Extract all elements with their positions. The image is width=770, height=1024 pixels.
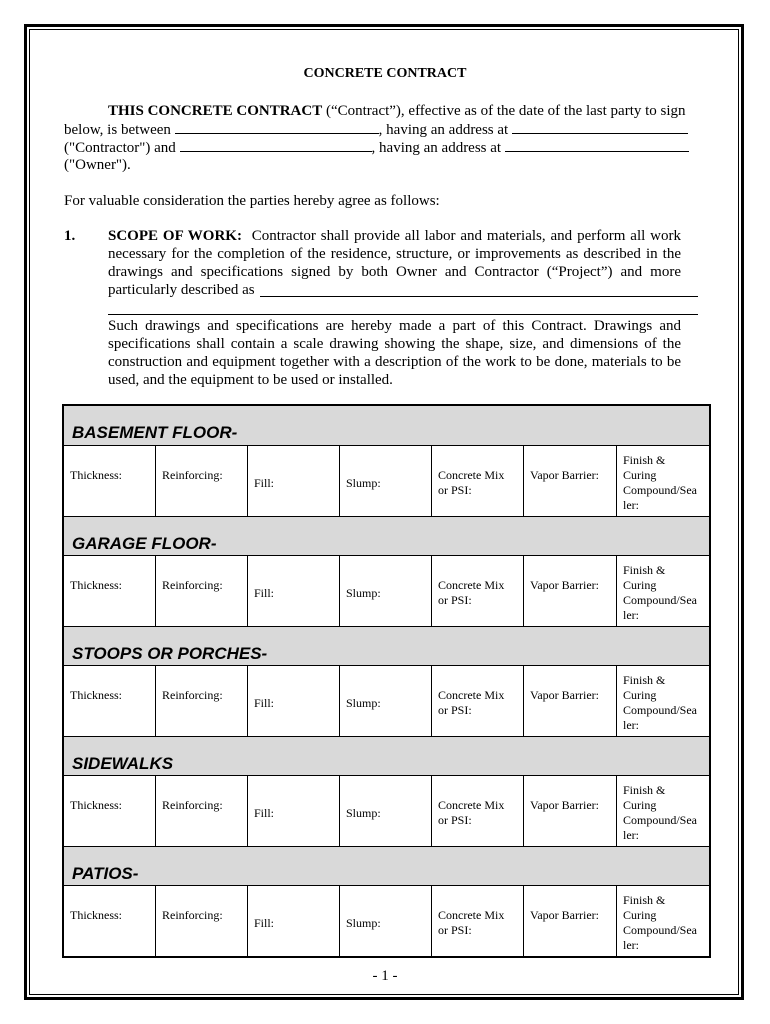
- concrete-spec-table: [62, 404, 711, 958]
- document-title: CONCRETE CONTRACT: [303, 66, 467, 81]
- scope-text-2: Such drawings and specifications are hereby made a part of this Contract. Drawings and specifications shall contain a scale drawing showing the shape, size, and dimensions of the construction and equipment together with a description of the work to be done, materials to be used, and the equipment to be used or installed.: [108, 318, 681, 388]
- section-header: [64, 516, 709, 556]
- spec-fields-row: [64, 446, 709, 516]
- reinforcing-field[interactable]: Reinforcing:: [156, 776, 248, 846]
- section-title: PATIOS-: [72, 864, 139, 883]
- finish-curing-field[interactable]: Finish & Curing Compound/Sea ler:: [623, 893, 697, 952]
- vapor-barrier-field[interactable]: Vapor Barrier:: [524, 776, 617, 846]
- spec-fields-row: [64, 666, 709, 736]
- owner-address-blank[interactable]: [505, 138, 689, 152]
- reinforcing-field[interactable]: Reinforcing:: [156, 556, 248, 626]
- intro-line-3: [64, 138, 704, 157]
- section-header: [64, 736, 709, 776]
- project-description-blank-2[interactable]: [108, 314, 698, 315]
- intro-line-1: [108, 102, 708, 120]
- fill-field[interactable]: Fill:: [248, 886, 340, 956]
- concrete-mix-field[interactable]: Concrete Mix or PSI:: [432, 666, 524, 736]
- vapor-barrier-field[interactable]: Vapor Barrier:: [524, 446, 617, 516]
- intro-lead-bold: THIS CONCRETE CONTRACT: [108, 103, 323, 119]
- thickness-field[interactable]: Thickness:: [64, 446, 156, 516]
- thickness-field[interactable]: Thickness:: [64, 776, 156, 846]
- scope-text-1: Contractor shall provide all labor and materials, and perform all work necessary for the completion of the residence, structure, or improvements as described in the drawings and specifications signed by both Owner and Contractor (“Project”) and more particularly described as: [108, 228, 681, 298]
- finish-curing-field[interactable]: Finish & Curing Compound/Sea ler:: [623, 783, 697, 842]
- scope-number: 1.: [64, 228, 76, 244]
- owner-name-blank[interactable]: [180, 138, 372, 152]
- concrete-mix-field[interactable]: Concrete Mix or PSI:: [432, 776, 524, 846]
- project-description-blank-1[interactable]: [260, 283, 698, 297]
- fill-field[interactable]: Fill:: [248, 776, 340, 846]
- thickness-field[interactable]: Thickness:: [64, 556, 156, 626]
- spec-fields-row: [64, 776, 709, 846]
- section-title: STOOPS OR PORCHES-: [72, 644, 268, 663]
- page-number: - 1 -: [372, 968, 398, 984]
- reinforcing-field[interactable]: Reinforcing:: [156, 446, 248, 516]
- intro-owner-address-label: , having an address at: [371, 140, 502, 156]
- finish-curing-field[interactable]: Finish & Curing Compound/Sea ler:: [623, 453, 697, 512]
- contractor-name-blank[interactable]: [175, 120, 379, 134]
- fill-field[interactable]: Fill:: [248, 666, 340, 736]
- concrete-mix-field[interactable]: Concrete Mix or PSI:: [432, 886, 524, 956]
- concrete-mix-field[interactable]: Concrete Mix or PSI:: [432, 556, 524, 626]
- fill-field[interactable]: Fill:: [248, 446, 340, 516]
- slump-field[interactable]: Slump:: [340, 446, 432, 516]
- slump-field[interactable]: Slump:: [340, 556, 432, 626]
- intro-lead-rest: (“Contract”), effective as of the date of the last party to sign: [322, 103, 686, 119]
- intro-address-label: , having an address at: [378, 122, 509, 138]
- intro-contractor-label: ("Contractor") and: [64, 140, 176, 156]
- spec-fields-row: [64, 886, 709, 956]
- section-title: SIDEWALKS: [72, 754, 174, 773]
- vapor-barrier-field[interactable]: Vapor Barrier:: [524, 666, 617, 736]
- fill-field[interactable]: Fill:: [248, 556, 340, 626]
- contractor-address-blank[interactable]: [512, 120, 688, 134]
- slump-field[interactable]: Slump:: [340, 886, 432, 956]
- intro-between-label: below, is between: [64, 122, 171, 138]
- scope-heading: SCOPE OF WORK:: [108, 228, 242, 244]
- intro-line-2: [64, 120, 704, 139]
- thickness-field[interactable]: Thickness:: [64, 886, 156, 956]
- vapor-barrier-field[interactable]: Vapor Barrier:: [524, 556, 617, 626]
- finish-curing-field[interactable]: Finish & Curing Compound/Sea ler:: [623, 673, 697, 732]
- thickness-field[interactable]: Thickness:: [64, 666, 156, 736]
- slump-field[interactable]: Slump:: [340, 666, 432, 736]
- finish-curing-field[interactable]: Finish & Curing Compound/Sea ler:: [623, 563, 697, 622]
- concrete-mix-field[interactable]: Concrete Mix or PSI:: [432, 446, 524, 516]
- section-header: [64, 406, 709, 446]
- intro-line-4: ("Owner").: [64, 157, 131, 173]
- reinforcing-field[interactable]: Reinforcing:: [156, 666, 248, 736]
- section-header: [64, 626, 709, 666]
- vapor-barrier-field[interactable]: Vapor Barrier:: [524, 886, 617, 956]
- spec-fields-row: [64, 556, 709, 626]
- reinforcing-field[interactable]: Reinforcing:: [156, 886, 248, 956]
- consideration-text: For valuable consideration the parties hereby agree as follows:: [64, 193, 440, 209]
- slump-field[interactable]: Slump:: [340, 776, 432, 846]
- section-title: BASEMENT FLOOR-: [72, 423, 238, 442]
- section-title: GARAGE FLOOR-: [72, 534, 217, 553]
- section-header: [64, 846, 709, 886]
